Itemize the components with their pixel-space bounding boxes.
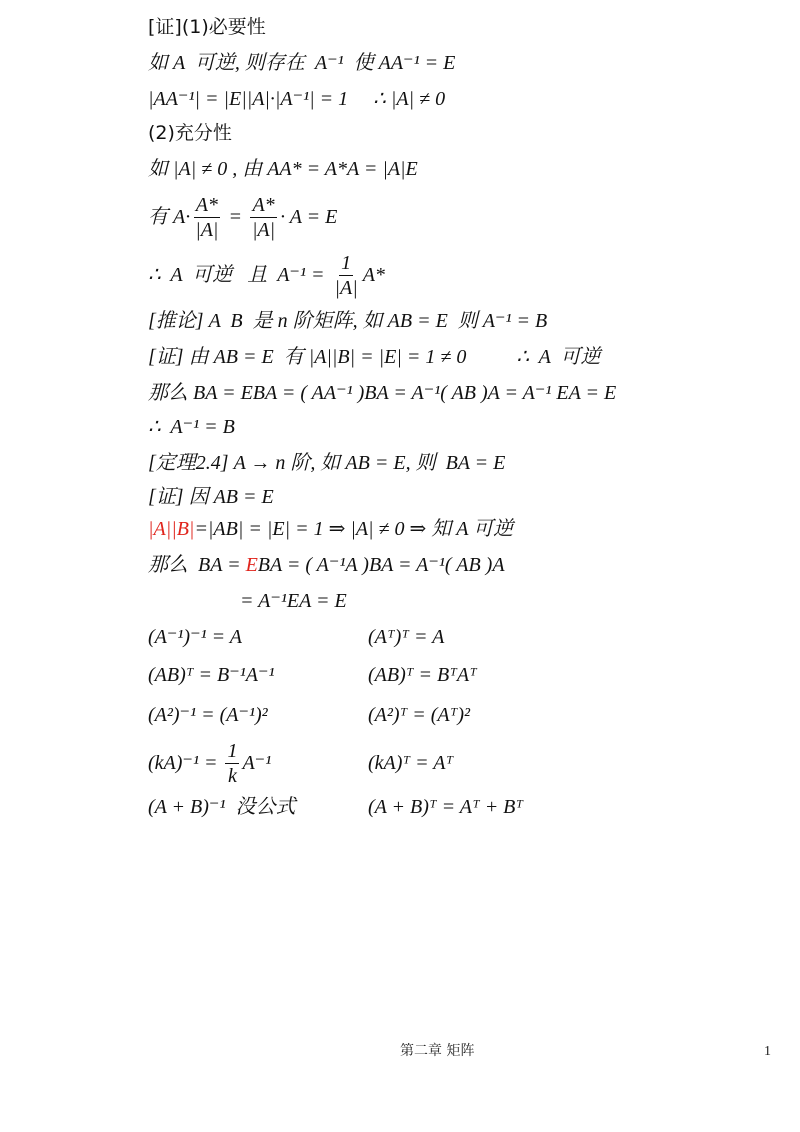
- theorem-statement: [定理2.4] A → n 阶, 如 AB = E, 则 BA = E: [148, 452, 506, 474]
- formula-row: [148, 790, 524, 824]
- proof-heading: [证](1)必要性: [148, 15, 266, 38]
- sufficiency-heading: (2)充分性: [148, 121, 232, 144]
- fraction-a-star-over-det-2: [250, 195, 277, 240]
- determinant-chain: =|AB| = |E| = 1 ⇒ |A| ≠ 0 ⇒ 知 A 可逆: [194, 518, 514, 540]
- formula-right: (kA)ᵀ = Aᵀ: [368, 752, 454, 774]
- page-number: 1: [764, 1044, 771, 1059]
- fraction-denominator: |A|: [195, 218, 219, 241]
- red-determinant-product: |A||B|: [148, 518, 195, 540]
- inverse-formula-tail: A*: [362, 264, 385, 286]
- theorem-derivation-line: [148, 548, 505, 582]
- formula-left-tail: A⁻¹: [242, 752, 272, 774]
- fraction-equals: =: [223, 206, 247, 228]
- theorem-proof-start: [证] 因 AB = E: [148, 486, 274, 508]
- corollary-proof-line: [证] 由 AB = E 有 |A||B| = |E| = 1 ≠ 0 ∴ A 可逆: [148, 346, 601, 368]
- formula-row: [148, 620, 445, 654]
- fraction-numerator: A*: [252, 193, 275, 216]
- inverse-formula-line: [148, 248, 385, 302]
- fraction-one-over-k: [225, 741, 239, 786]
- fraction-denominator: |A|: [251, 218, 276, 241]
- theorem-determinant-line: [148, 512, 513, 546]
- corollary-derivation: 那么 BA = EBA = ( AA⁻¹ )BA = A⁻¹( AB )A = A⁻¹ EA = E: [148, 382, 617, 404]
- adjugate-equation: 如 |A| ≠ 0 , 由 AA* = A*A = |A|E: [148, 158, 418, 180]
- determinant-equation: |AA⁻¹| = |E||A|·|A⁻¹| = 1 ∴ |A| ≠ 0: [148, 88, 446, 110]
- fraction-denominator: k: [228, 764, 237, 787]
- formula-right: (Aᵀ)ᵀ = A: [368, 626, 445, 648]
- fraction-line-prefix: 有 A·: [148, 206, 191, 228]
- fraction-one-over-det: [332, 253, 359, 298]
- corollary-statement: [推论] A B 是 n 阶矩阵, 如 AB = E 则 A⁻¹ = B: [148, 310, 548, 332]
- invertible-statement: 如 A 可逆, 则存在 A⁻¹ 使 AA⁻¹ = E: [148, 52, 456, 74]
- formula-left: (A + B)⁻¹ 没公式: [148, 796, 296, 818]
- theorem-derivation-continued: = A⁻¹EA = E: [240, 590, 347, 612]
- fraction-equation-line: [148, 190, 337, 244]
- derivation-rest: BA = ( A⁻¹A )BA = A⁻¹( AB )A: [257, 554, 505, 576]
- formula-row: [148, 736, 454, 790]
- inverse-formula-prefix: ∴ A 可逆 且 A⁻¹ =: [148, 264, 330, 286]
- fraction-numerator: A*: [195, 193, 218, 216]
- formula-left: (AB)ᵀ = B⁻¹A⁻¹: [148, 664, 275, 686]
- footer-chapter-title: 第二章 矩阵: [400, 1043, 475, 1059]
- corollary-conclusion: ∴ A⁻¹ = B: [148, 416, 235, 438]
- red-identity-e: E: [245, 554, 258, 576]
- fraction-numerator: 1: [341, 251, 352, 274]
- fraction-a-star-over-det: [193, 195, 220, 240]
- fraction-line-tail: · A = E: [280, 206, 338, 228]
- formula-row: [148, 658, 477, 692]
- fraction-numerator: 1: [227, 739, 238, 762]
- formula-right: (A²)ᵀ = (Aᵀ)²: [368, 704, 471, 726]
- derivation-prefix: 那么 BA =: [148, 554, 246, 576]
- formula-right: (AB)ᵀ = BᵀAᵀ: [368, 664, 477, 686]
- formula-left-lhs: (kA)⁻¹ =: [148, 752, 223, 774]
- formula-right: (A + B)ᵀ = Aᵀ + Bᵀ: [368, 796, 524, 818]
- formula-row: [148, 698, 471, 732]
- fraction-denominator: |A|: [334, 276, 358, 299]
- formula-left: (A²)⁻¹ = (A⁻¹)²: [148, 704, 268, 726]
- formula-left: (A⁻¹)⁻¹ = A: [148, 626, 242, 648]
